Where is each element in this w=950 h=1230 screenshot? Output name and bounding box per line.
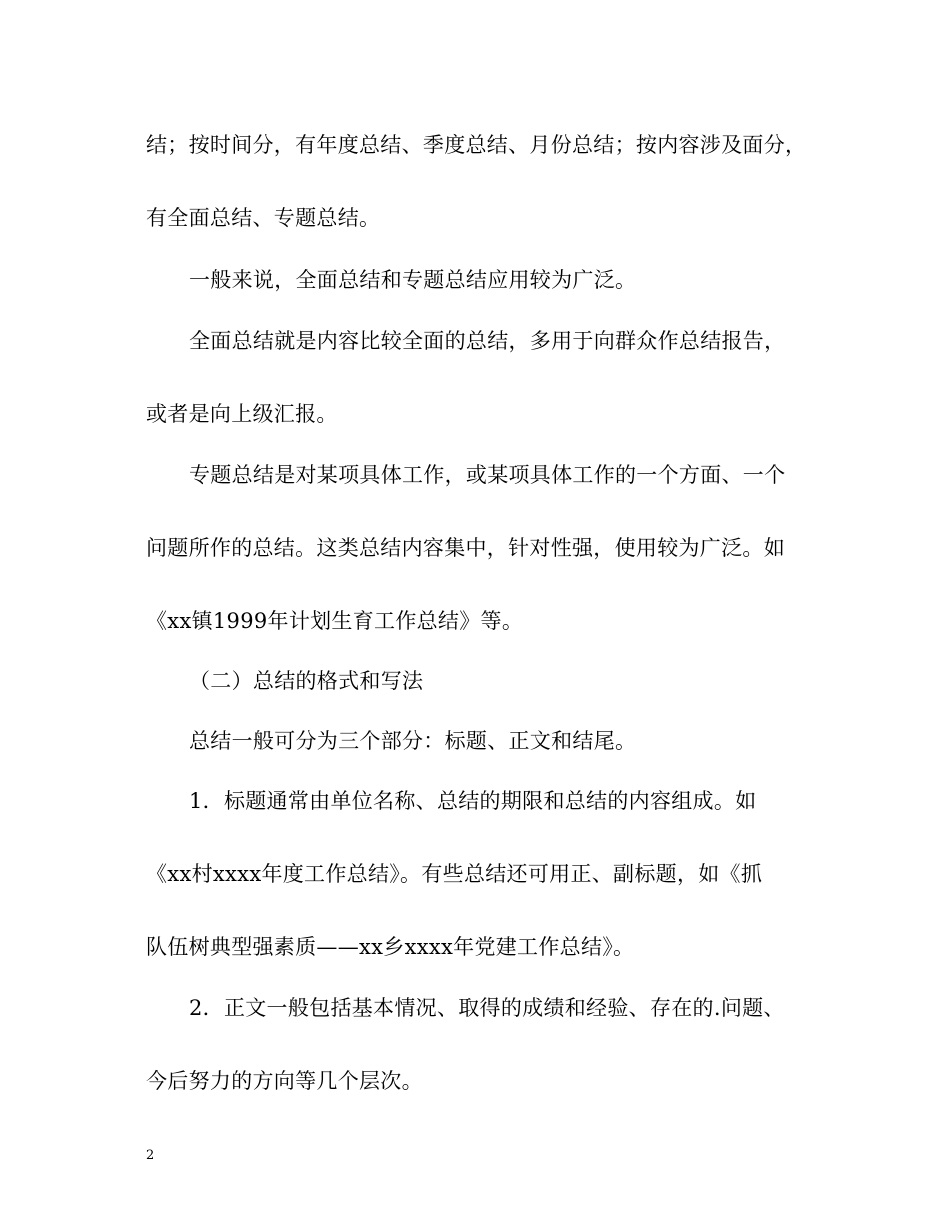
text-line: 结；按时间分，有年度总结、季度总结、月份总结；按内容涉及面分， bbox=[146, 133, 807, 157]
text-line: 今后努力的方向等几个层次。 bbox=[146, 1069, 423, 1093]
text-line: 问题所作的总结。这类总结内容集中，针对性强，使用较为广泛。如 bbox=[146, 536, 785, 560]
text-line: 《xx村xxxx年度工作总结》。有些总结还可用正、副标题，如《抓 bbox=[146, 862, 763, 886]
paragraph-line: 一般来说，全面总结和专题总结应用较为广泛。 bbox=[189, 268, 637, 292]
text-line: 《xx镇1999年计划生育工作总结》等。 bbox=[146, 609, 524, 633]
paragraph-line: 1．标题通常由单位名称、总结的期限和总结的内容组成。如 bbox=[189, 789, 757, 813]
paragraph-line: 专题总结是对某项具体工作，或某项具体工作的一个方面、一个 bbox=[189, 463, 786, 487]
section-heading: （二）总结的格式和写法 bbox=[189, 669, 424, 693]
text-line: 有全面总结、专题总结。 bbox=[146, 206, 381, 230]
page-number: 2 bbox=[146, 1148, 155, 1163]
paragraph-line: 2．正文一般包括基本情况、取得的成绩和经验、存在的.问题、 bbox=[189, 996, 785, 1020]
paragraph-line: 总结一般可分为三个部分：标题、正文和结尾。 bbox=[189, 729, 637, 753]
text-line: 或者是向上级汇报。 bbox=[146, 402, 338, 426]
paragraph-line: 全面总结就是内容比较全面的总结，多用于向群众作总结报告， bbox=[189, 329, 786, 353]
text-line: 队伍树典型强素质——xx乡xxxx年党建工作总结》。 bbox=[146, 935, 635, 959]
